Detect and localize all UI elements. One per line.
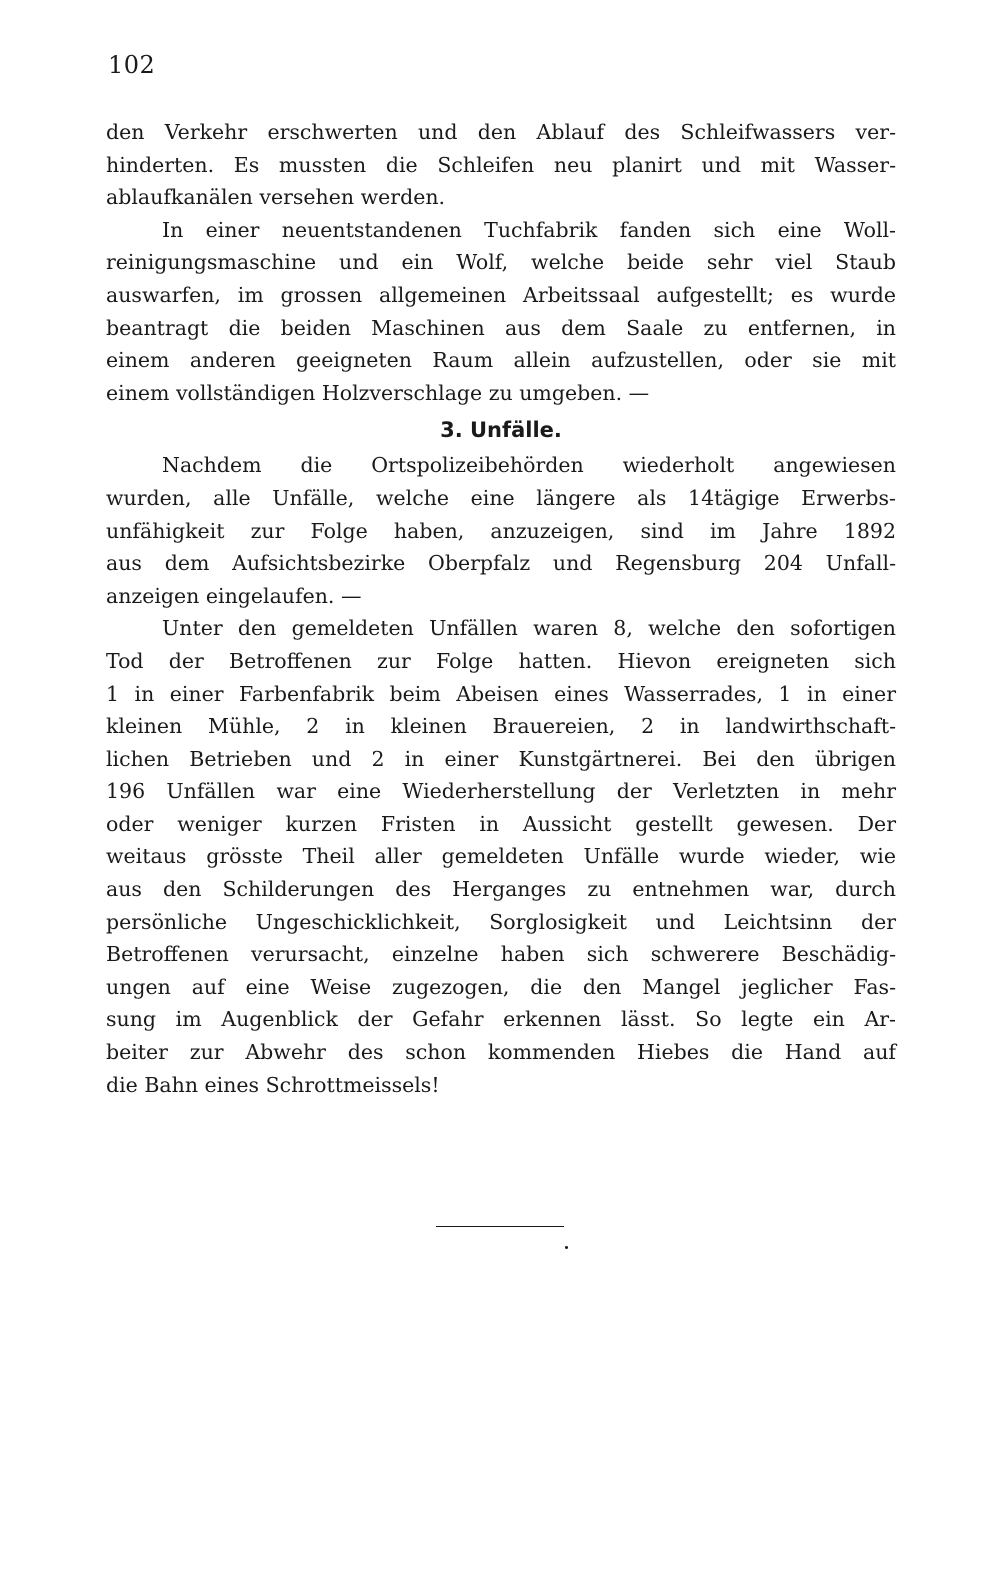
text-line: persönliche Ungeschicklichkeit, Sorglosigkeit und Leichtsinn der bbox=[106, 909, 896, 934]
page-body bbox=[106, 116, 896, 1101]
section-heading: 3. Unfälle. bbox=[440, 418, 562, 443]
text-line: lichen Betrieben und 2 in einer Kunstgärtnerei. Bei den übrigen bbox=[106, 746, 896, 771]
text-line: aus dem Aufsichtsbezirke Oberpfalz und Regensburg 204 Unfall- bbox=[106, 551, 896, 576]
text-line: Tod der Betroffenen zur Folge hatten. Hievon ereigneten sich bbox=[106, 648, 896, 673]
paragraph bbox=[106, 449, 896, 612]
text-line: reinigungsmaschine und ein Wolf, welche beide sehr viel Staub bbox=[106, 250, 896, 275]
text-line: anzeigen eingelaufen. — bbox=[106, 583, 362, 608]
paragraph bbox=[106, 612, 896, 1101]
text-line: unfähigkeit zur Folge haben, anzuzeigen, sind im Jahre 1892 bbox=[106, 518, 896, 543]
text-line: Unter den gemeldeten Unfällen waren 8, welche den sofortigen bbox=[162, 616, 896, 641]
text-line: den Verkehr erschwerten und den Ablauf des Schleifwassers ver- bbox=[106, 120, 896, 144]
footer-dot bbox=[565, 1246, 568, 1249]
text-line: ungen auf eine Weise zugezogen, die den Mangel jeglicher Fas- bbox=[106, 974, 896, 999]
footer-rule bbox=[436, 1226, 564, 1227]
text-line: auswarfen, im grossen allgemeinen Arbeitssaal aufgestellt; es wurde bbox=[106, 282, 896, 307]
paragraph bbox=[106, 214, 896, 410]
page-number: 102 bbox=[108, 51, 156, 79]
text-line: einem anderen geeigneten Raum allein aufzustellen, oder sie mit bbox=[106, 348, 896, 373]
text-line: In einer neuentstandenen Tuchfabrik fanden sich eine Woll- bbox=[162, 217, 896, 242]
text-line: einem vollständigen Holzverschlage zu umgeben. — bbox=[106, 380, 650, 405]
text-line: 1 in einer Farbenfabrik beim Abeisen eines Wasserrades, 1 in einer bbox=[106, 681, 896, 706]
text-line: sung im Augenblick der Gefahr erkennen lässt. So legte ein Ar- bbox=[106, 1007, 896, 1032]
paragraph bbox=[106, 116, 896, 214]
text-line: beantragt die beiden Maschinen aus dem Saale zu entfernen, in bbox=[106, 315, 896, 340]
text-line: Nachdem die Ortspolizeibehörden wiederholt angewiesen bbox=[162, 453, 896, 478]
text-line: Betroffenen verursacht, einzelne haben sich schwerere Beschädig- bbox=[106, 942, 896, 967]
text-line: ablaufkanälen versehen werden. bbox=[106, 185, 446, 210]
text-line: 196 Unfällen war eine Wiederherstellung der Verletzten in mehr bbox=[106, 779, 896, 804]
text-line: weitaus grösste Theil aller gemeldeten Unfälle wurde wieder, wie bbox=[106, 844, 896, 869]
text-line: kleinen Mühle, 2 in kleinen Brauereien, 2 in landwirthschaft- bbox=[106, 714, 896, 739]
text-line: die Bahn eines Schrottmeissels! bbox=[106, 1072, 440, 1097]
text-line: wurden, alle Unfälle, welche eine längere als 14tägige Erwerbs- bbox=[106, 485, 896, 510]
text-line: hinderten. Es mussten die Schleifen neu planirt und mit Wasser- bbox=[106, 152, 896, 177]
text-line: aus den Schilderungen des Herganges zu entnehmen war, durch bbox=[106, 877, 896, 902]
text-line: oder weniger kurzen Fristen in Aussicht gestellt gewesen. Der bbox=[106, 811, 896, 836]
text-line: beiter zur Abwehr des schon kommenden Hiebes die Hand auf bbox=[106, 1040, 896, 1065]
